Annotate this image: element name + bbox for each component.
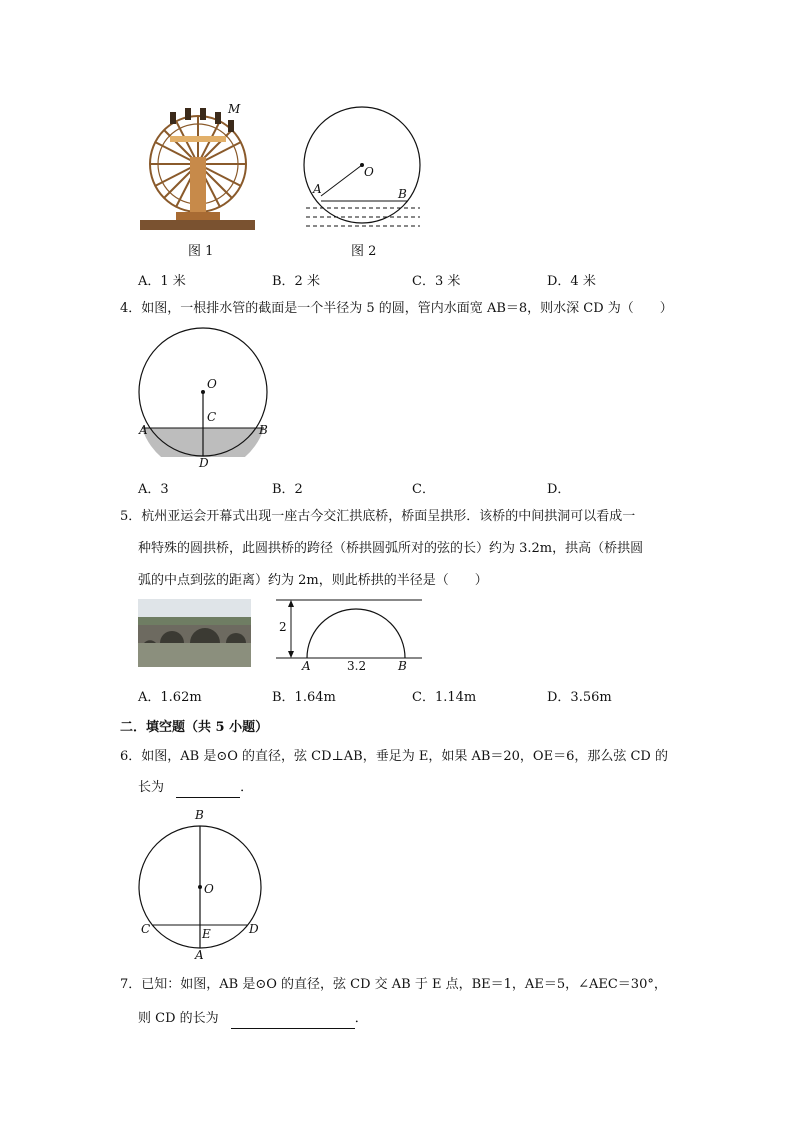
water-wheel-image [140,102,255,230]
fig2-label-A: A [313,182,322,196]
fig2-label-B: B [398,187,407,201]
q6-label-D: D [249,922,259,936]
fig2-label-O: O [364,165,374,179]
q6-label-C: C [141,922,151,936]
q5-label-B: B [398,659,407,673]
q5-option-b: B．1.64m [272,690,336,705]
q6-line-1: 6．如图，AB 是⊙O 的直径，弦 CD⊥AB，垂足为 E，如果 AB＝20，OE＝6，那么弦 CD 的 [120,749,668,764]
q5-label-A: A [302,659,311,673]
q5-line-3: 弧的中点到弦的距离）约为 2m，则此桥拱的半径是（ ） [138,573,488,588]
q5-line-2: 种特殊的圆拱桥，此圆拱桥的跨径（桥拱圆弧所对的弦的长）约为 3.2m，拱高（桥拱圆 [138,541,644,556]
q6-circle-diagram [136,822,262,952]
q7-line-2 [138,1010,368,1029]
q4-pipe-diagram [135,322,275,457]
q4-text: 4．如图，一根排水管的截面是一个半径为 5 的圆，管内水面宽 AB＝8，则水深 CD 为（ ） [120,301,673,316]
q3-option-d: D．4 米 [547,274,596,289]
q5-option-a: A．1.62m [138,690,202,705]
q4-option-c: C． [412,482,435,497]
q6-answer-blank[interactable] [176,779,240,798]
q5-height-label: 2 [279,620,287,634]
figure-1-caption: 图 1 [188,244,214,259]
q6-label-A: A [195,948,204,962]
bridge-photo [138,599,251,667]
q7-line-2-end: ． [354,1011,368,1026]
section-2-title: 二．填空题（共 5 小题） [120,720,269,735]
q6-label-E: E [202,927,211,941]
q4-label-B: B [259,423,268,437]
q4-label-D: D [199,456,209,470]
q6-line-2-end: ． [240,780,254,795]
q6-line-2-text: 长为 [138,780,165,795]
q6-label-B: B [195,808,204,822]
q5-line-1: 5．杭州亚运会开幕式出现一座古今交汇拱底桥，桥面呈拱形．该桥的中间拱洞可以看成一 [120,509,636,524]
q5-option-d: D．3.56m [547,690,612,705]
figure-2-caption: 图 2 [351,244,377,259]
q4-option-a: A．3 [138,482,169,497]
q7-line-2-text: 则 CD 的长为 [138,1011,219,1026]
figure-1 [140,102,255,230]
figure-2-diagram [298,104,428,234]
q3-option-c: C．3 米 [412,274,461,289]
q4-option-b: B．2 [272,482,303,497]
q5-arch-diagram [274,596,424,668]
q3-option-b: B．2 米 [272,274,320,289]
q6-line-2 [138,779,253,798]
q7-line-1: 7．已知：如图，AB 是⊙O 的直径，弦 CD 交 AB 于 E 点，BE＝1，AE＝5，∠AEC＝30°， [120,977,667,992]
q5-option-c: C．1.14m [412,690,477,705]
point-M-label: M [228,102,241,116]
q3-option-a: A．1 米 [138,274,186,289]
q5-span-label: 3.2 [347,659,367,673]
q4-label-A: A [139,423,148,437]
q4-option-d: D． [547,482,571,497]
q4-label-C: C [207,410,217,424]
q4-label-O: O [207,377,217,391]
q7-answer-blank[interactable] [231,1010,355,1029]
q6-label-O: O [204,882,214,896]
